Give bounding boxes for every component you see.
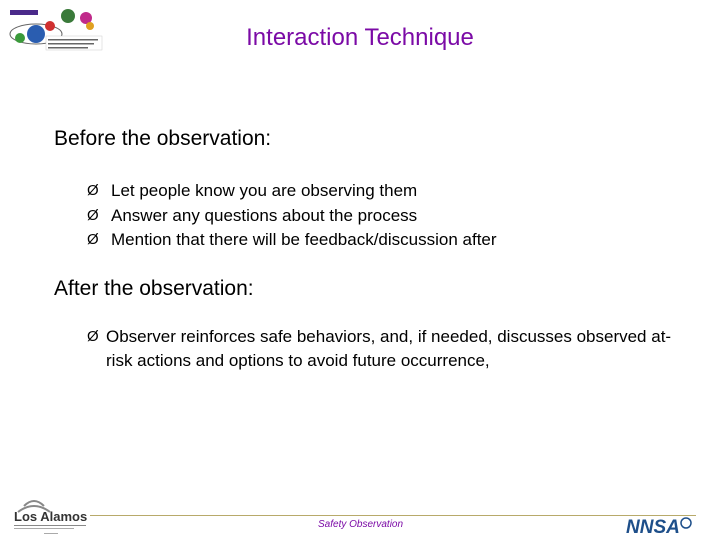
section-heading-before: Before the observation:: [54, 127, 272, 150]
bullet-text: Answer any questions about the process: [111, 205, 418, 225]
before-bullet-list: [87, 179, 497, 253]
footer-text: Safety Observation: [318, 519, 404, 530]
bullet-text: Let people know you are observing them: [111, 181, 418, 200]
svg-text:NNSA: NNSA: [626, 517, 680, 538]
arrow-bullet-icon: Ø: [87, 206, 99, 224]
list-item: [87, 228, 497, 253]
slide-title: Interaction Technique: [246, 24, 474, 51]
los-alamos-logo: [10, 494, 90, 538]
bullet-text: Observer reinforces safe behaviors, and, if needed, discusses observed at-risk actions and options to avoid future occurrence,: [106, 327, 672, 370]
bullet-text: Mention that there will be feedback/discussion after: [111, 230, 497, 249]
section-heading-after: After the observation:: [54, 277, 254, 300]
list-item: [87, 179, 497, 204]
after-bullet-list: [87, 325, 677, 373]
arrow-bullet-icon: Ø: [87, 328, 99, 345]
nnsa-logo: [624, 514, 694, 538]
arrow-bullet-icon: Ø: [87, 231, 99, 248]
svg-text:Los Alamos: Los Alamos: [14, 509, 88, 524]
arrow-bullet-icon: Ø: [87, 182, 99, 199]
list-item: [87, 204, 497, 229]
list-item: [87, 325, 677, 373]
footer-divider: [90, 515, 696, 516]
